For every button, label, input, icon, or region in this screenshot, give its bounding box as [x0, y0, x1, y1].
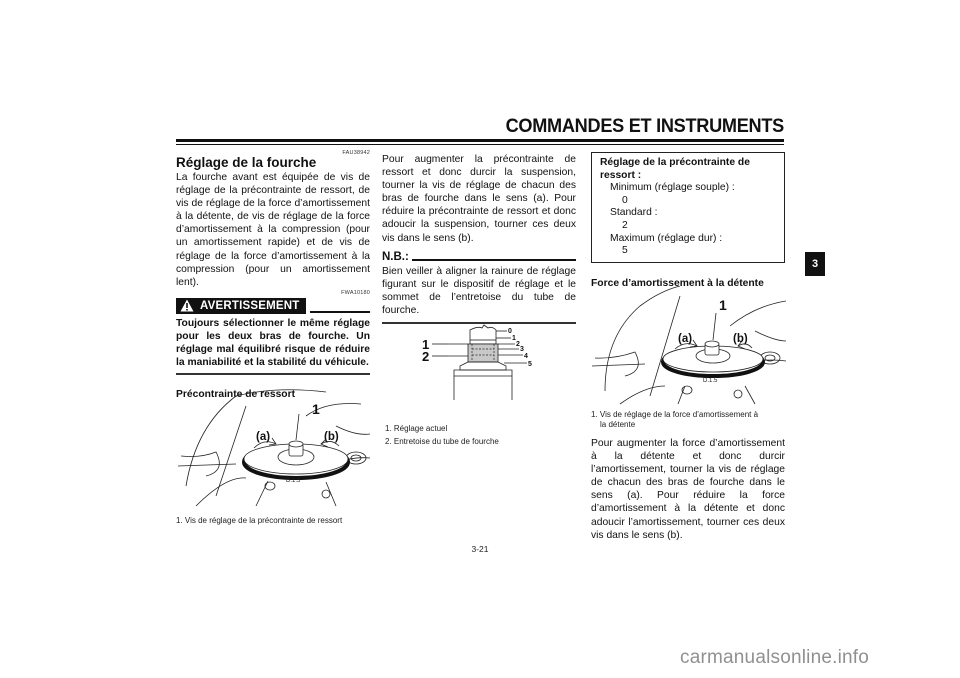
- callout-1: 1: [719, 297, 727, 313]
- spec-box: [591, 152, 785, 263]
- svg-text:1: 1: [512, 335, 516, 342]
- adjuster-scale-diagram: [420, 318, 560, 408]
- figure-caption: [591, 410, 787, 430]
- svg-text:D.1.5: D.1.5: [703, 378, 718, 384]
- warning-text: Toujours sélectionner le même réglage pour les deux bras de fourche. Un réglage mal équilibré risque de réduire la maniabilité et la stabilité du véhicule.: [176, 317, 370, 369]
- figure-caption: 1. Vis de réglage de la précontrainte de ressort: [176, 516, 343, 525]
- subheading-rebound-damping: Force d’amortissement à la détente: [591, 277, 764, 289]
- reference-code: FWA10180: [341, 289, 370, 296]
- warning-label: AVERTISSEMENT: [200, 299, 300, 312]
- nb-rule: [412, 259, 576, 261]
- header-rule-thin: [176, 144, 784, 145]
- diagram-caption-2: 2. Entretoise du tube de fourche: [385, 437, 499, 446]
- spring-preload-figure: [176, 386, 370, 510]
- svg-text:1: 1: [422, 337, 430, 352]
- label-b: (b): [324, 431, 339, 443]
- label-a: (a): [678, 333, 693, 345]
- diagram-caption-1: 1. Réglage actuel: [385, 424, 448, 433]
- adjuster-scale-illustration: [420, 318, 560, 408]
- nb-text: Bien veiller à aligner la rainure de réglage figurant sur le dispositif de réglage et le sommet de l’entretoise du tube de fourche.: [382, 265, 576, 316]
- fork-adjuster-illustration: [176, 386, 370, 510]
- callout-1: 1: [312, 401, 320, 417]
- reference-code: FAU38942: [342, 150, 370, 156]
- svg-text:2: 2: [516, 341, 520, 348]
- warning-end-rule: [176, 373, 370, 375]
- spec-row-value: 0: [622, 194, 628, 206]
- svg-text:0: 0: [508, 328, 512, 335]
- watermark-link[interactable]: carmanualsonline.info: [680, 647, 870, 668]
- figure-caption-line-1: 1. Vis de réglage de la force d’amortissement à: [591, 410, 759, 419]
- rebound-damping-figure: [590, 286, 786, 406]
- svg-text:3: 3: [520, 346, 524, 353]
- diagram-captions: [385, 424, 575, 447]
- intro-paragraph: La fourche avant est équipée de vis de réglage de la précontrainte de ressort, de vis de réglage de la force d’amortissement à la détente, de vis de réglage de la force d’amortissement à la compression (pour un amortissement rapide) et de vis de réglage de la force d’amortissement à la compression (pour un amortissement lent).: [176, 172, 370, 288]
- nb-header: [382, 251, 576, 263]
- svg-text:4: 4: [524, 353, 528, 360]
- svg-text:5: 5: [528, 361, 532, 368]
- fork-adjuster-illustration: [590, 286, 786, 406]
- spec-row-label: Standard :: [610, 207, 658, 219]
- page-header-title: COMMANDES ET INSTRUMENTS: [505, 115, 784, 137]
- middle-column: [382, 153, 576, 324]
- nb-label: N.B.:: [382, 250, 409, 263]
- spec-row-label: Maximum (réglage dur) :: [610, 232, 723, 244]
- svg-text:D.1.5: D.1.5: [286, 478, 301, 484]
- warning-header: [176, 298, 370, 314]
- spec-row-label: Minimum (réglage souple) :: [610, 182, 735, 194]
- figure-caption-line-2: la détente: [600, 420, 636, 429]
- rebound-damping-paragraph: Pour augmenter la force d’amortissement à la détente et donc durcir l’amortissement, tourner la vis de réglage de chacun des bras de fourche dans le sens (a). Pour réduire la force d’amortissement à la détente et donc adoucir l’amortissement, tourner ces deux vis dans le sens (b).: [591, 438, 785, 541]
- page-number: 3-21: [471, 544, 489, 554]
- chapter-tab[interactable]: 3: [805, 252, 825, 276]
- warning-rule: [310, 311, 370, 313]
- warning-badge: [176, 298, 306, 314]
- label-b: (b): [733, 333, 748, 345]
- label-a: (a): [256, 431, 271, 443]
- spec-row-value: 5: [622, 245, 628, 257]
- spec-row-value: 2: [622, 219, 628, 231]
- header-rule: [176, 139, 784, 142]
- right-column: [591, 152, 785, 289]
- rebound-paragraph-container: [591, 437, 785, 542]
- section-heading: Réglage de la fourche: [176, 155, 317, 170]
- svg-text:2: 2: [422, 349, 430, 364]
- subheading-spring-preload: Précontrainte de ressort: [176, 389, 296, 401]
- spring-preload-paragraph: Pour augmenter la précontrainte de ressort et donc durcir la suspension, tourner la vis de réglage de chacun des bras de fourche dans le sens (a). Pour réduire la précontrainte de ressort et donc adoucir la suspension, tourner ces deux vis dans le sens (b).: [382, 154, 576, 244]
- left-column: [176, 150, 370, 400]
- warning-triangle-icon: [180, 299, 194, 312]
- spec-title: Réglage de la précontrainte de ressort :: [600, 157, 750, 181]
